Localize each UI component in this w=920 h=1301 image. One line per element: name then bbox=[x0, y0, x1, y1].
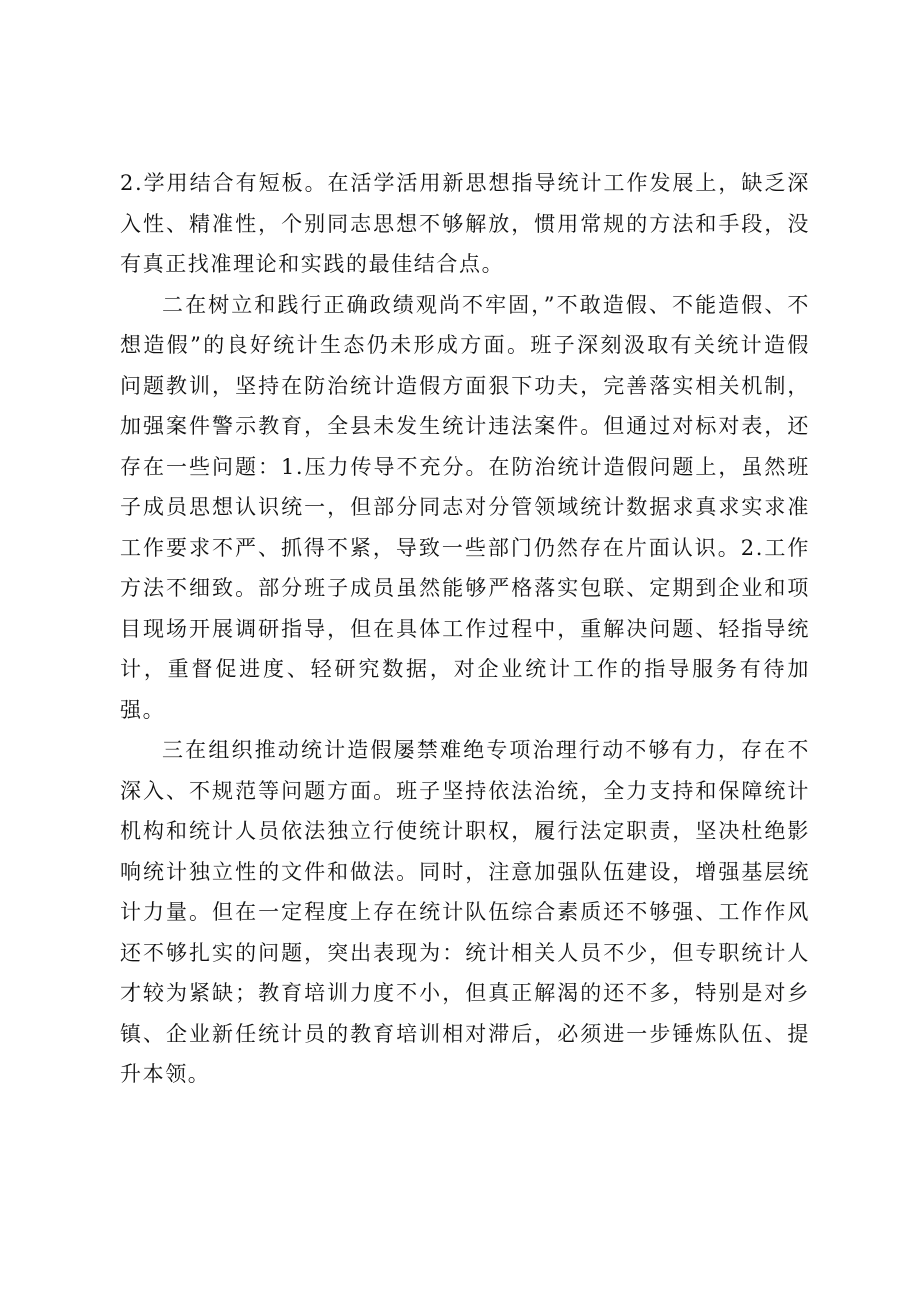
paragraph-study-application: 2.学用结合有短板。在活学活用新思想指导统计工作发展上，缺乏深入性、精准性，个别同志思想不够解放，惯用常规的方法和手段，没有真正找准理论和实践的最佳结合点。 bbox=[120, 171, 810, 276]
paragraph-special-governance: 三在组织推动统计造假屡禁难绝专项治理行动不够有力，存在不深入、不规范等问题方面。班子坚持依法治统，全力支持和保障统计机构和统计人员依法独立行使统计职权，履行法定职责，坚决杜绝影响统计独立性的文件和做法。同时，注意加强队伍建设，增强基层统计力量。但在一定程度上存在统计队伍综合素质还不够强、工作作风还不够扎实的问题，突出表现为：统计相关人员不少，但专职统计人才较为紧缺；教育培训力度不小，但真正解渴的还不多，特别是对乡镇、企业新任统计员的教育培训相对滞后，必须进一步锤炼队伍、提升本领。 bbox=[120, 738, 810, 1086]
document-body bbox=[120, 163, 810, 1095]
paragraph-performance-view: 二在树立和践行正确政绩观尚不牢固，”不敢造假、不能造假、不想造假”的良好统计生态仍未形成方面。班子深刻汲取有关统计造假问题教训，坚持在防治统计造假方面狠下功夫，完善落实相关机制，加强案件警示教育，全县未发生统计违法案件。但通过对标对表，还存在一些问题：1.压力传导不充分。在防治统计造假问题上，虽然班子成员思想认识统一，但部分同志对分管领域统计数据求真求实求准工作要求不严、抓得不紧，导致一些部门仍然存在片面认识。2.工作方法不细致。部分班子成员虽然能够严格落实包联、定期到企业和项目现场开展调研指导，但在具体工作过程中，重解决问题、轻指导统计，重督促进度、轻研究数据，对企业统计工作的指导服务有待加强。 bbox=[120, 292, 810, 722]
